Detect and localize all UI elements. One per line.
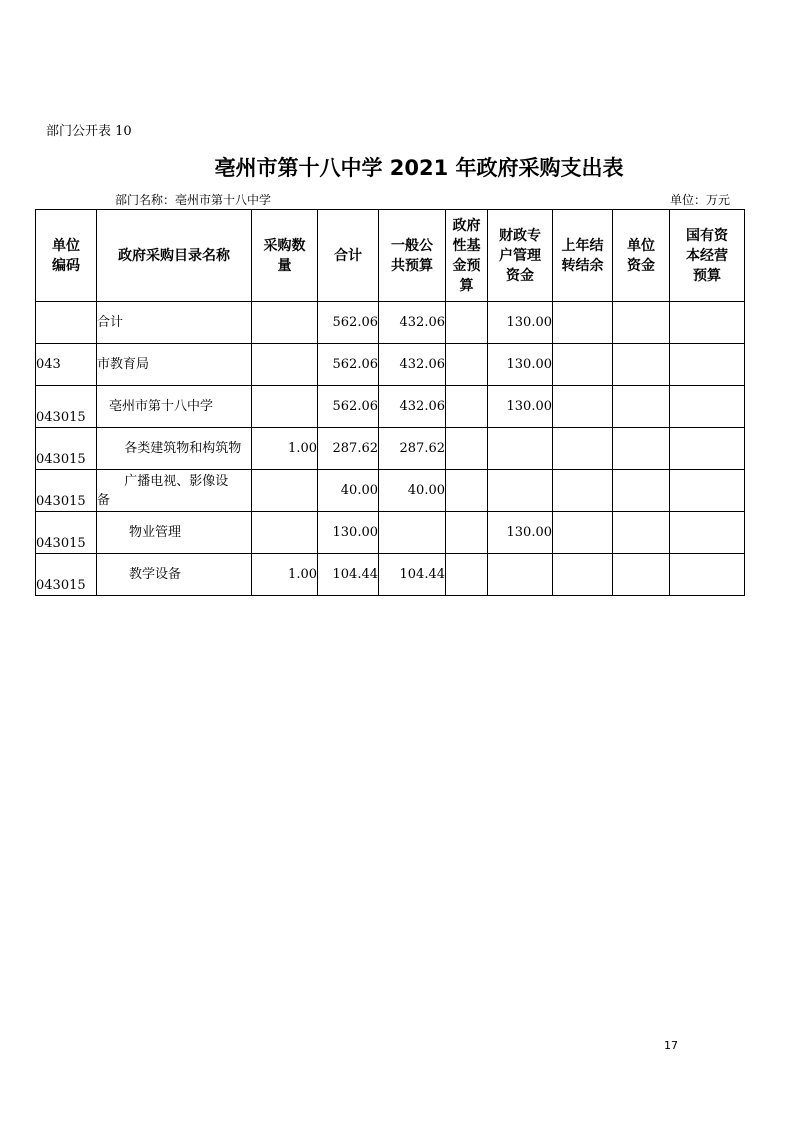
table-label: 部门公开表 10 xyxy=(46,124,132,139)
cell-total: 40.00 xyxy=(318,470,379,512)
cell-prior xyxy=(553,470,613,512)
cell-fund xyxy=(446,428,488,470)
cell-state xyxy=(670,302,745,344)
cell-unit xyxy=(613,470,670,512)
cell-fund xyxy=(446,344,488,386)
header-catalog-name: 政府采购目录名称 xyxy=(97,210,252,302)
cell-state xyxy=(670,386,745,428)
cell-general: 287.62 xyxy=(379,428,446,470)
cell-fund xyxy=(446,386,488,428)
cell-unit xyxy=(613,512,670,554)
cell-name: 各类建筑物和构筑物 xyxy=(97,428,252,470)
header-total: 合计 xyxy=(318,210,379,302)
cell-unit xyxy=(613,302,670,344)
cell-name: 广播电视、影像设备 xyxy=(97,470,252,512)
cell-special: 130.00 xyxy=(488,344,553,386)
table-row xyxy=(36,302,745,344)
cell-unit xyxy=(613,344,670,386)
header-unit-code: 单位编码 xyxy=(36,210,97,302)
cell-unit xyxy=(613,428,670,470)
cell-state xyxy=(670,512,745,554)
cell-fund xyxy=(446,470,488,512)
cell-state xyxy=(670,470,745,512)
cell-total: 562.06 xyxy=(318,302,379,344)
header-row xyxy=(36,210,745,302)
table-row xyxy=(36,470,745,512)
header-state-capital-budget: 国有资本经营预算 xyxy=(670,210,745,302)
cell-code: 043015 xyxy=(36,554,97,596)
cell-general: 432.06 xyxy=(379,302,446,344)
cell-total: 562.06 xyxy=(318,344,379,386)
page-title: 亳州市第十八中学 2021 年政府采购支出表 xyxy=(214,156,624,180)
cell-prior xyxy=(553,554,613,596)
header-gov-fund-budget: 政府性基金预算 xyxy=(446,210,488,302)
cell-special xyxy=(488,554,553,596)
cell-prior xyxy=(553,302,613,344)
cell-quantity: 1.00 xyxy=(252,428,318,470)
cell-code: 043015 xyxy=(36,428,97,470)
cell-name: 教学设备 xyxy=(97,554,252,596)
table-row xyxy=(36,428,745,470)
cell-fund xyxy=(446,554,488,596)
cell-prior xyxy=(553,386,613,428)
cell-general: 432.06 xyxy=(379,386,446,428)
page-number: 17 xyxy=(664,1039,678,1052)
table-row xyxy=(36,512,745,554)
cell-code: 043015 xyxy=(36,512,97,554)
cell-special xyxy=(488,470,553,512)
cell-name: 合计 xyxy=(97,302,252,344)
cell-total: 287.62 xyxy=(318,428,379,470)
cell-name: 市教育局 xyxy=(97,344,252,386)
header-general-budget: 一般公共预算 xyxy=(379,210,446,302)
cell-quantity xyxy=(252,344,318,386)
cell-general xyxy=(379,512,446,554)
unit-label: 单位：万元 xyxy=(669,193,730,207)
cell-state xyxy=(670,554,745,596)
cell-quantity xyxy=(252,386,318,428)
cell-general: 40.00 xyxy=(379,470,446,512)
department-name: 部门名称：亳州市第十八中学 xyxy=(115,193,272,207)
cell-code: 043015 xyxy=(36,386,97,428)
cell-fund xyxy=(446,302,488,344)
header-prior-year-balance: 上年结转结余 xyxy=(553,210,613,302)
cell-code: 043 xyxy=(36,344,97,386)
cell-special xyxy=(488,428,553,470)
cell-state xyxy=(670,428,745,470)
cell-special: 130.00 xyxy=(488,386,553,428)
header-unit-funds: 单位资金 xyxy=(613,210,670,302)
cell-prior xyxy=(553,512,613,554)
cell-total: 130.00 xyxy=(318,512,379,554)
cell-state xyxy=(670,344,745,386)
procurement-table xyxy=(35,209,745,596)
table-row xyxy=(36,554,745,596)
cell-code xyxy=(36,302,97,344)
cell-name: 亳州市第十八中学 xyxy=(97,386,252,428)
cell-prior xyxy=(553,428,613,470)
cell-quantity xyxy=(252,302,318,344)
cell-quantity xyxy=(252,512,318,554)
cell-total: 104.44 xyxy=(318,554,379,596)
cell-special: 130.00 xyxy=(488,512,553,554)
cell-code: 043015 xyxy=(36,470,97,512)
cell-unit xyxy=(613,386,670,428)
cell-general: 104.44 xyxy=(379,554,446,596)
header-quantity: 采购数量 xyxy=(252,210,318,302)
header-special-account: 财政专户管理资金 xyxy=(488,210,553,302)
cell-quantity xyxy=(252,470,318,512)
cell-prior xyxy=(553,344,613,386)
cell-unit xyxy=(613,554,670,596)
cell-total: 562.06 xyxy=(318,386,379,428)
table-row xyxy=(36,386,745,428)
cell-special: 130.00 xyxy=(488,302,553,344)
cell-general: 432.06 xyxy=(379,344,446,386)
cell-quantity: 1.00 xyxy=(252,554,318,596)
table-row xyxy=(36,344,745,386)
cell-fund xyxy=(446,512,488,554)
cell-name: 物业管理 xyxy=(97,512,252,554)
